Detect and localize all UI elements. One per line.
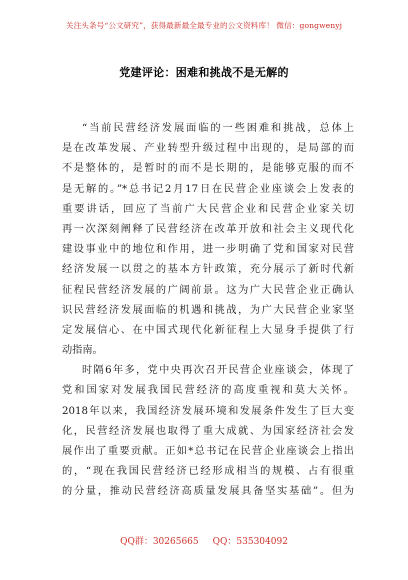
body-line: 经济发展一以贯之的基本方针政策，充分展示了新时代新 xyxy=(62,264,354,276)
body-line: 的，“现在我国民营经济已经形成相当的规模、占有很重 xyxy=(62,466,354,478)
footer-contact xyxy=(0,534,408,547)
body-line: 是无解的。”*总书记2月17日在民营企业座谈会上发表的 xyxy=(62,183,354,195)
footer-qq: QQ：535304092 xyxy=(212,537,288,547)
body-line: 的分量，推动民营经济高质量发展具备坚实基础”。但为 xyxy=(62,486,354,498)
body-line: 建设事业中的地位和作用，进一步明确了党和国家对民营 xyxy=(62,244,354,256)
body-line: 化，民营经济发展也取得了重大成就、为国家经济社会发 xyxy=(62,425,354,437)
body-line: 识民营经济发展面临的机遇和挑战，为广大民营企业家坚 xyxy=(62,304,354,316)
body-line: 重要讲话，回应了当前广大民营企业和民营企业家关切 xyxy=(62,203,354,215)
body-line: 定发展信心、在中国式现代化新征程上大显身手提供了行 xyxy=(62,324,354,336)
body-line: 时隔6年多，党中央再次召开民营企业座谈会，体现了 xyxy=(82,365,354,377)
document-title: 党建评论：困难和挑战不是无解的 xyxy=(119,66,289,79)
body-line: 不是整体的，是暂时的而不是长期的，是能够克服的而不 xyxy=(62,163,354,175)
header-banner: 关注头条号“公文研究”，获得最新最全最专业的公文资料库！ 微信：gongwenyj xyxy=(65,21,343,30)
body-line: 是在改革发展、产业转型升级过程中出现的，是局部的而 xyxy=(62,143,354,155)
body-line: 展作出了重要贡献。正如*总书记在民营企业座谈会上指出 xyxy=(62,446,354,457)
body-line: “当前民营经济发展面临的一些困难和挑战，总体上 xyxy=(82,123,354,134)
body-line: 2018年以来，我国经济发展环境和发展条件发生了巨大变 xyxy=(62,405,354,417)
document-body xyxy=(62,119,354,503)
body-line: 再一次深刻阐释了民营经济在改革开放和社会主义现代化 xyxy=(62,223,354,235)
body-line: 征程民营经济发展的广阔前景。这为广大民营企业正确认 xyxy=(62,284,354,296)
body-line: 动指南。 xyxy=(62,345,103,357)
body-line: 党和国家对发展我国民营经济的高度重视和莫大关怀。 xyxy=(62,385,354,397)
footer-qq-group: QQ群：30265665 xyxy=(120,537,199,547)
